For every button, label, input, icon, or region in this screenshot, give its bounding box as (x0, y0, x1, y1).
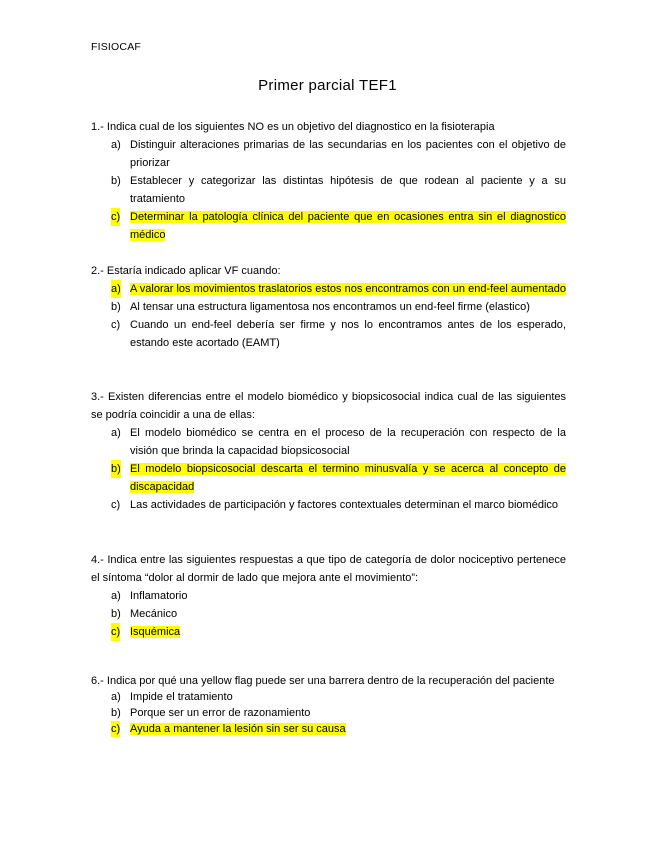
option-text: Establecer y categorizar las distintas hipótesis de que rodean al paciente y a su tratamiento (130, 175, 566, 205)
answer-option-b[interactable] (91, 605, 566, 623)
question-text: 1.- Indica cual de los siguientes NO es un objetivo del diagnostico en la fisioterapia (91, 121, 495, 133)
question-4 (91, 551, 566, 641)
option-letter: a) (111, 280, 121, 298)
option-letter: b) (111, 301, 121, 313)
option-text: Las actividades de participación y factores contextuales determinan el marco biomédico (130, 499, 559, 511)
answer-option-b-highlighted[interactable] (91, 460, 566, 496)
answer-option-a[interactable] (91, 587, 566, 605)
question-text: 4.- Indica entre las siguientes respuestas a que tipo de categoría de dolor nociceptivo pertenece el síntoma “dolor al dormir de lado que mejora ante el movimiento”: (91, 554, 566, 584)
option-letter: b) (111, 460, 121, 478)
question-1 (91, 118, 566, 244)
answer-option-a[interactable] (91, 424, 566, 460)
option-text: A valorar los movimientos traslatorios estos nos encontramos con un end-feel aumentado (130, 283, 566, 295)
option-text: Inflamatorio (130, 590, 188, 602)
option-text: Mecánico (130, 608, 178, 620)
answer-options (91, 424, 566, 514)
option-letter: b) (111, 175, 121, 187)
option-letter: a) (111, 427, 121, 439)
question-3 (91, 388, 566, 514)
answer-options (91, 587, 566, 641)
option-text: Ayuda a mantener la lesión sin ser su causa (130, 723, 346, 735)
option-letter: c) (111, 623, 120, 641)
option-text: Porque ser un error de razonamiento (130, 707, 311, 719)
document-header: FISIOCAF (91, 41, 142, 53)
answer-option-a[interactable] (91, 136, 566, 172)
option-letter: c) (111, 723, 121, 735)
option-text: Isquémica (130, 626, 181, 638)
option-letter: a) (111, 139, 121, 151)
answer-option-b[interactable] (91, 172, 566, 208)
question-2 (91, 262, 566, 352)
answer-option-c-highlighted[interactable] (91, 208, 566, 244)
answer-option-c[interactable] (91, 316, 566, 352)
option-letter: a) (111, 691, 121, 703)
answer-option-b[interactable] (91, 298, 566, 316)
option-letter: b) (111, 707, 121, 719)
question-text: 3.- Existen diferencias entre el modelo biomédico y biopsicosocial indica cual de las siguientes se podría coincidir a una de ellas: (91, 391, 566, 421)
answer-options (91, 136, 566, 244)
document-title: Primer parcial TEF1 (258, 77, 397, 94)
option-letter: c) (111, 499, 121, 511)
option-text: Cuando un end-feel debería ser firme y nos lo encontramos antes de los esperado, estando este acortado (EAMT) (130, 319, 566, 349)
answer-option-a[interactable] (91, 689, 566, 705)
question-text: 6.- Indica por qué una yellow flag puede ser una barrera dentro de la recuperación del paciente (91, 675, 555, 687)
option-letter: c) (111, 208, 120, 226)
answer-option-b[interactable] (91, 705, 566, 721)
answer-option-c-highlighted[interactable] (91, 623, 566, 641)
answer-option-c-highlighted[interactable] (91, 721, 566, 737)
option-text: El modelo biomédico se centra en el proceso de la recuperación con respecto de la visión que brinda la capacidad biopsicosocial (130, 427, 566, 457)
answer-option-a-highlighted[interactable] (91, 280, 566, 298)
answer-options (91, 280, 566, 352)
question-6 (91, 673, 566, 737)
option-text: Impide el tratamiento (130, 691, 233, 703)
option-text: Determinar la patología clínica del paciente que en ocasiones entra sin el diagnostico médico (130, 211, 566, 241)
question-text: 2.- Estaría indicado aplicar VF cuando: (91, 265, 281, 277)
answer-options (91, 689, 566, 737)
option-letter: b) (111, 608, 121, 620)
option-text: Distinguir alteraciones primarias de las secundarias en los pacientes con el objetivo de priorizar (130, 139, 566, 169)
option-letter: a) (111, 590, 121, 602)
option-text: El modelo biopsicosocial descarta el termino minusvalía y se acerca al concepto de discapacidad (130, 463, 566, 493)
answer-option-c[interactable] (91, 496, 566, 514)
option-text: Al tensar una estructura ligamentosa nos encontramos un end-feel firme (elastico) (130, 301, 530, 313)
option-letter: c) (111, 319, 121, 331)
